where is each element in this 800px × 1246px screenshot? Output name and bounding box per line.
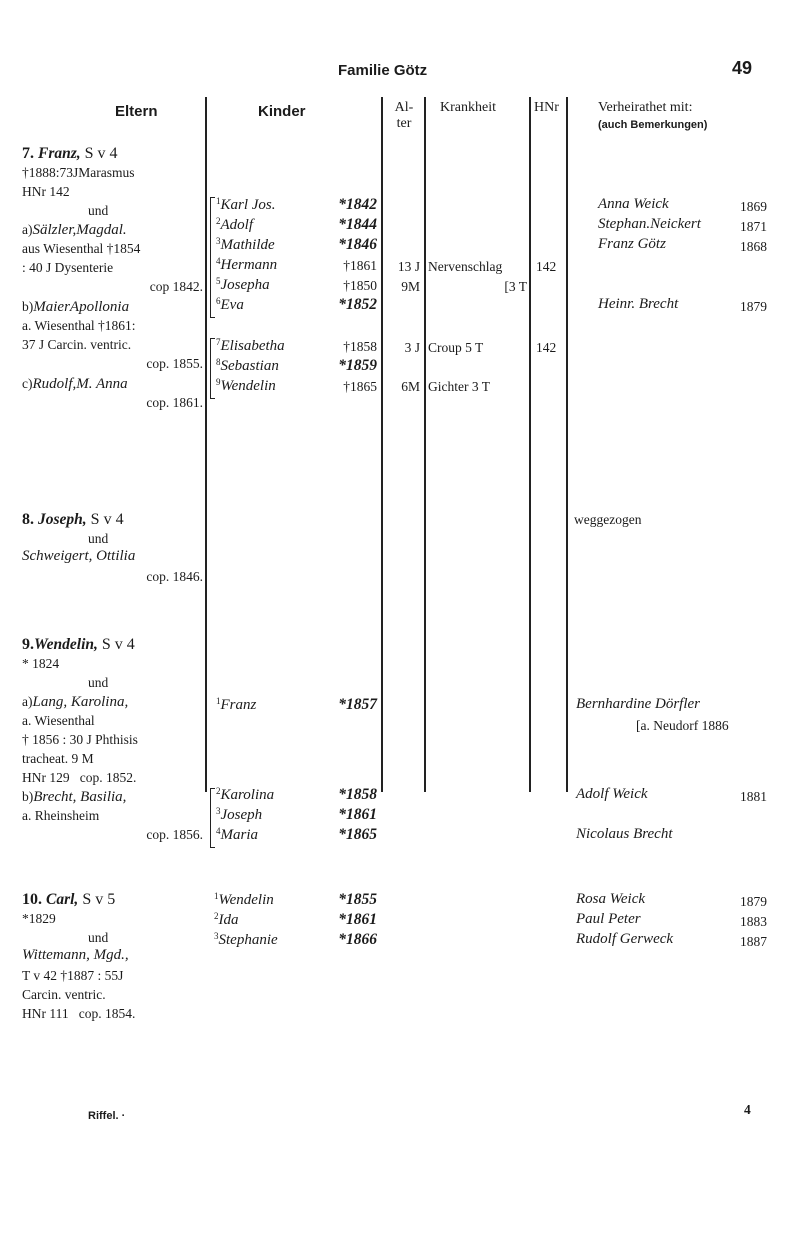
spouse-name: Anna Weick — [598, 196, 669, 212]
family7-wife-c: c)Rudolf,M. Anna — [22, 376, 128, 392]
family7-wife-b-l2: 37 J Carcin. ventric. — [22, 337, 132, 352]
child-name: $^1$Franz — [216, 696, 257, 713]
family7-wife-b: b)MaierApollonia — [22, 299, 130, 315]
child-year: †1858 — [343, 339, 377, 354]
col-header-alter: Al- ter — [394, 100, 414, 131]
col-header-kinder: Kinder — [258, 103, 306, 120]
family7-hnr: HNr 142 — [22, 184, 70, 199]
family8-note: weggezogen — [574, 512, 642, 527]
family7-und: und — [88, 203, 109, 218]
spouse-year: 1869 — [740, 199, 767, 214]
family9-head: 9.Wendelin, S v 4 — [22, 636, 135, 653]
spouse-name: Franz Götz — [598, 236, 666, 252]
spouse-name: Bernhardine Dörfler — [576, 696, 701, 712]
family7-wife-a-cop: cop 1842. — [149, 279, 203, 294]
family9-und: und — [88, 675, 109, 690]
family10-wife-l3: HNr 111 cop. 1854. — [22, 1006, 136, 1021]
spouse-year: 1868 — [740, 239, 767, 254]
family10-wife-l2: Carcin. ventric. — [22, 987, 106, 1002]
child-year: *1855 — [338, 891, 377, 908]
family7-wife-c-cop: cop. 1861. — [146, 395, 203, 410]
column-divider-1 — [205, 97, 207, 792]
family8-cop: cop. 1846. — [146, 569, 203, 584]
family8-head: 8. Joseph, S v 4 — [22, 511, 124, 528]
page-title: Familie Götz — [338, 62, 428, 79]
column-divider-3 — [424, 97, 426, 792]
child-name: $^4$Maria — [216, 826, 258, 843]
family10-born: *1829 — [22, 911, 56, 926]
family9-wife-a-l4: HNr 129 cop. 1852. — [22, 770, 137, 785]
child-name: $^8$Sebastian — [216, 357, 279, 374]
child-age: 13 J — [397, 259, 420, 274]
spouse-year: 1879 — [740, 894, 767, 909]
child-name: $^3$Mathilde — [216, 236, 275, 253]
child-year: *1842 — [338, 196, 377, 213]
child-year: *1846 — [338, 236, 377, 253]
family7-death: †1888:73JMarasmus — [22, 165, 135, 180]
family9-wife-a-l2: † 1856 : 30 J Phthisis — [22, 732, 138, 747]
child-year: *1857 — [338, 696, 377, 713]
child-hnr: 142 — [536, 259, 557, 274]
spouse-name: Heinr. Brecht — [598, 296, 679, 312]
family10-wife-l1: T v 42 †1887 : 55J — [22, 968, 124, 983]
column-divider-2 — [381, 97, 383, 792]
child-name: $^9$Wendelin — [216, 377, 276, 394]
col-header-hnr: HNr — [534, 100, 559, 115]
child-name: $^4$Hermann — [216, 256, 278, 273]
child-age: 9M — [401, 279, 420, 294]
family9-wife-b-l1: a. Rheinsheim — [22, 808, 100, 823]
children-brace — [210, 197, 215, 318]
footer-page-signature: 4 — [744, 1102, 751, 1117]
family10-wife: Wittemann, Mgd., — [22, 947, 129, 963]
children-brace — [210, 788, 215, 848]
child-hnr: 142 — [536, 340, 557, 355]
family10-und: und — [88, 930, 109, 945]
spouse-year: 1881 — [740, 789, 767, 804]
children-brace — [210, 338, 215, 399]
family9-born: * 1824 — [22, 656, 60, 671]
footer-left: Riffel. · — [88, 1110, 126, 1122]
child-year: *1852 — [338, 296, 377, 313]
family7-wife-a-l2: : 40 J Dysenterie — [22, 260, 114, 275]
child-year: *1865 — [338, 826, 377, 843]
child-illness: Croup 5 T — [428, 340, 484, 355]
spouse-name: Paul Peter — [576, 911, 641, 927]
spouse-year: 1887 — [740, 934, 767, 949]
child-name: $^3$Joseph — [216, 806, 263, 823]
family8-und: und — [88, 531, 109, 546]
child-name: $^7$Elisabetha — [216, 337, 285, 354]
family7-wife-a-l1: aus Wiesenthal †1854 — [22, 241, 141, 256]
child-year: *1866 — [338, 931, 377, 948]
child-year: †1850 — [343, 278, 377, 293]
child-year: *1858 — [338, 786, 377, 803]
child-name: $^1$Wendelin — [214, 891, 274, 908]
child-year: *1859 — [338, 357, 377, 374]
child-year: *1861 — [338, 806, 377, 823]
col-header-eltern: Eltern — [115, 103, 158, 120]
child-name: $^2$Adolf — [216, 216, 253, 233]
child-name: $^2$Karolina — [216, 786, 275, 803]
child-year: *1844 — [338, 216, 377, 233]
spouse-name: Rudolf Gerweck — [576, 931, 674, 947]
column-divider-5 — [566, 97, 568, 792]
family10-head: 10. Carl, S v 5 — [22, 891, 116, 908]
family9-wife-a: a)Lang, Karolina, — [22, 694, 129, 710]
child-age: 3 J — [404, 340, 420, 355]
family9-wife-a-l1: a. Wiesenthal — [22, 713, 95, 728]
spouse-name: Rosa Weick — [576, 891, 646, 907]
spouse-name: Adolf Weick — [576, 786, 648, 802]
family7-wife-a: a)Sälzler,Magdal. — [22, 222, 127, 238]
child-illness: [3 T — [504, 279, 527, 294]
child-name: $^3$Stephanie — [214, 931, 278, 948]
child-name: $^5$Josepha — [216, 276, 270, 293]
child-illness: Nervenschlag — [428, 259, 503, 274]
family7-wife-b-cop: cop. 1855. — [146, 356, 203, 371]
family9-wife-b-cop: cop. 1856. — [146, 827, 203, 842]
child-year: †1861 — [343, 258, 377, 273]
child-year: *1861 — [338, 911, 377, 928]
col-header-note: (auch Bemerkungen) — [598, 119, 708, 131]
spouse-year: 1883 — [740, 914, 767, 929]
child-name: $^1$Karl Jos. — [216, 196, 276, 213]
column-divider-4 — [529, 97, 531, 792]
spouse-year: 1879 — [740, 299, 767, 314]
spouse-year: 1871 — [740, 219, 767, 234]
family9-wife-b: b)Brecht, Basilia, — [22, 789, 127, 805]
spouse-name: Nicolaus Brecht — [576, 826, 673, 842]
spouse-name: Stephan.Neickert — [598, 216, 701, 232]
col-header-verheirathet: Verheirathet mit: — [598, 100, 693, 115]
family8-wife: Schweigert, Ottilia — [22, 548, 136, 564]
family9-wife-a-l3: tracheat. 9 M — [22, 751, 94, 766]
family7-head: 7. Franz, S v 4 — [22, 145, 118, 162]
spouse-note: [a. Neudorf 1886 — [636, 718, 729, 733]
col-header-krankheit: Krankheit — [440, 100, 496, 115]
page-number: 49 — [732, 58, 753, 78]
child-age: 6M — [401, 379, 420, 394]
child-year: †1865 — [343, 379, 377, 394]
child-illness: Gichter 3 T — [428, 379, 490, 394]
family7-wife-b-l1: a. Wiesenthal †1861: — [22, 318, 136, 333]
child-name: $^6$Eva — [216, 296, 244, 313]
child-name: $^2$Ida — [214, 911, 239, 928]
